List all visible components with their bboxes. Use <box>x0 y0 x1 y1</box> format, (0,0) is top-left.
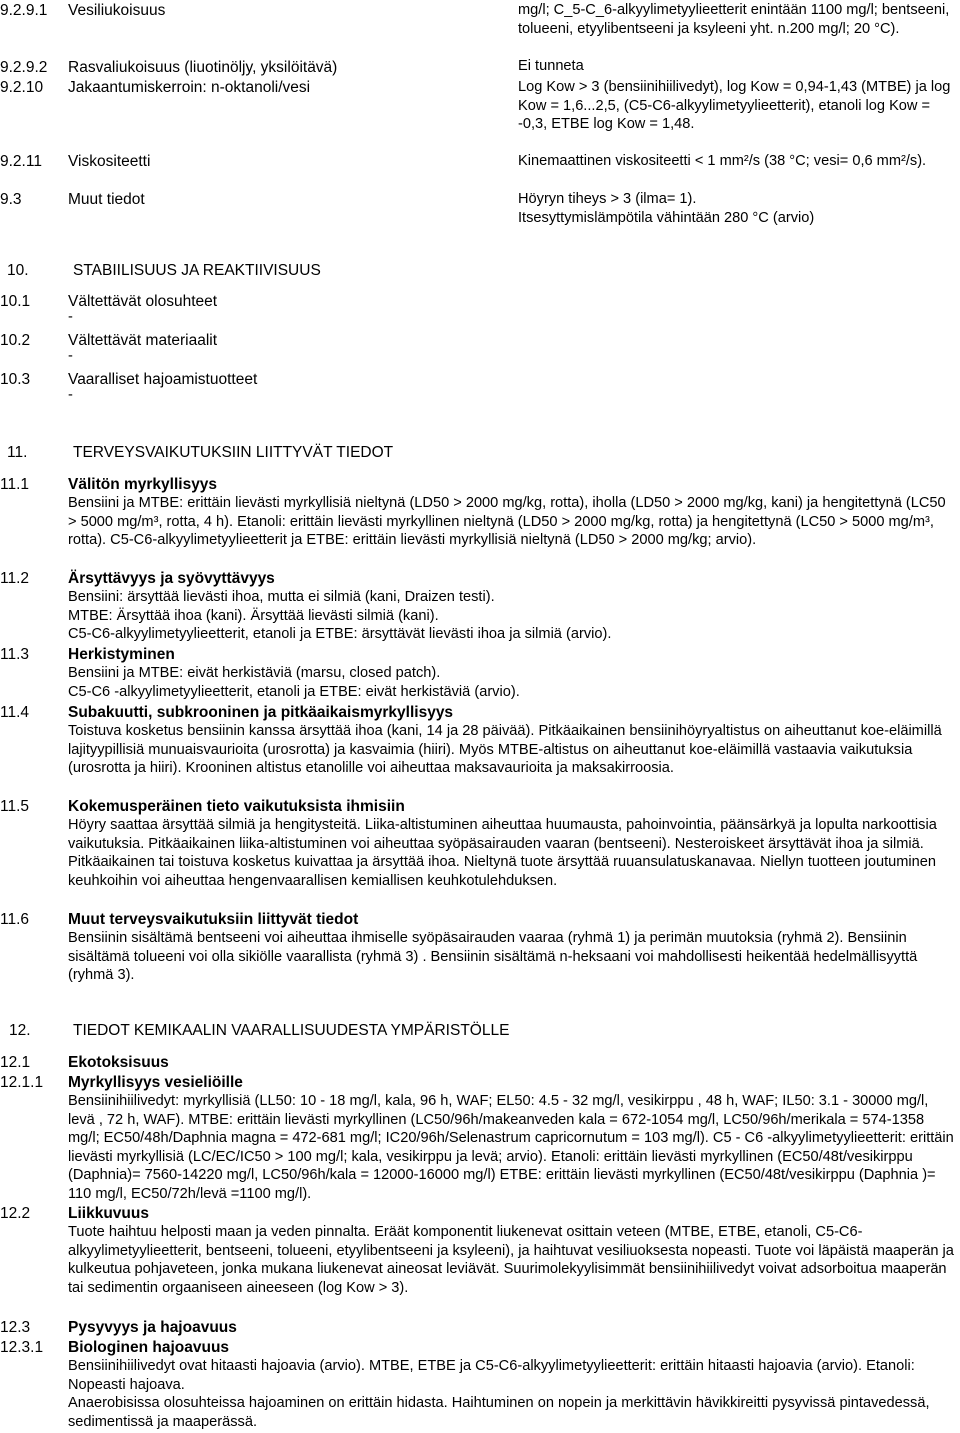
subsection-body: Bensiini ja MTBE: erittäin lievästi myrkyllisiä nieltynä (LD50 > 2000 mg/kg, rotta), iholla (LD50 > 2000 mg/kg, kani) ja hengitettynä (LC50 > 5000 mg/m³, rotta, 4 h). Etanoli: erittäin lievästi myrkyllinen nieltynä (LD50 > 2000 mg/kg, rotta) ja hengitettynä (LC50 > 5000 mg/m³, rotta). C5-C6-alkyylimetyylieetterit ja ETBE: erittäin lievästi myrkyllisiä nieltynä (LD50 > 2000 mg/kg; arvio). <box>68 495 946 548</box>
subsection-body: Bensiini: ärsyttää lievästi ihoa, mutta ei silmiä (kani, Draizen testi). MTBE: Ärsyttää ihoa (kani). Ärsyttää lievästi silmiä (kani). C5-C6-alkyylimetyylieetterit, etanoli ja ETBE: ärsyttävät lievästi ihoa ja silmiä (arvio). <box>68 589 612 642</box>
subsection-heading: Vaaralliset hajoamistuotteet <box>68 371 258 388</box>
prop-label: Viskositeetti <box>68 153 151 170</box>
section-number: 10. <box>7 262 29 279</box>
subsection-body: - <box>68 387 73 403</box>
subsection-number: 11.6 <box>0 911 30 928</box>
subsection-number: 11.1 <box>0 476 30 493</box>
subsection-number: 12.1.1 <box>0 1074 44 1091</box>
subsection-heading: Vältettävät materiaalit <box>68 332 218 349</box>
subsection-heading: Välitön myrkyllisyys <box>68 476 218 493</box>
subsection-heading: Herkistyminen <box>68 646 175 663</box>
subsection-heading: Muut terveysvaikutuksiin liittyvät tiedot <box>68 911 359 928</box>
subsection-number: 11.4 <box>0 704 30 721</box>
subsection-body: Bensiinihiilivedyt ovat hitaasti hajoavia (arvio). MTBE, ETBE ja C5-C6-alkyylimetyylieetterit: erittäin hitaasti hajoavia (arvio). Etanoli: Nopeasti hajoava. Anaerobisissa olosuhteissa hajoaminen on erittäin hidasta. Haihtuminen on nopein ja merkittävin hävikkireitti pysyvissä pintavedessä, sedimentissä ja maaperässä. <box>68 1358 930 1430</box>
subsection-heading: Liikkuvuus <box>68 1205 149 1222</box>
subsection-heading: Biologinen hajoavuus <box>68 1339 230 1356</box>
subsection-number: 11.5 <box>0 798 30 815</box>
prop-value: Kinemaattinen viskositeetti < 1 mm²/s (38 °C; vesi= 0,6 mm²/s). <box>518 153 927 169</box>
subsection-heading: Pysyvyys ja hajoavuus <box>68 1319 237 1336</box>
subsection-body: Bensiinihiilivedyt: myrkyllisiä (LL50: 10 - 18 mg/l, kala, 96 h, WAF; EL50: 4.5 - 32 mg/l, vesikirppu , 48 h, WAF; IL50: 3.1 - 30000 mg/l, levä , 72 h, WAF). MTBE: erittäin lievästi myrkyllinen (LC50/96h/makeanveden kala = 672-1054 mg/l, LC50/96h/merikala = 574-1358 mg/l; EC50/48h/Daphnia magna = 472-681 mg/l; IC20/96h/Selenastrum capricornutum = 103 mg/l). C5 - C6 -alkyylimetyylieetterit: erittäin lievästi myrkyllisiä (LC/EC/IC50 > 100 mg/l; kala, vesikirppu ja levä; arvio). Etanoli: erittäin lievästi myrkyllinen (EC50/48t/vesikirppu (Daphnia)= 7560-14220 mg/l, LC50/96h/kala = 12000-16000 mg/l) ETBE: erittäin lievästi myrkyllinen (EC50/48t/vesikirppu (Daphnia )= 110 mg/l, EC50/72h/levä =1100 mg/l). <box>68 1093 954 1202</box>
subsection-number: 10.1 <box>0 293 31 310</box>
prop-number: 9.2.9.1 <box>0 2 48 19</box>
prop-label: Muut tiedot <box>68 191 145 208</box>
section-number: 11. <box>7 444 28 461</box>
subsection-heading: Myrkyllisyys vesieliöille <box>68 1074 243 1091</box>
subsection-body: Bensiinin sisältämä bentseeni voi aiheuttaa ihmiselle syöpäsairauden vaaraa (ryhmä 1) ja perimän muutoksia (ryhmä 2). Bensiinin sisältämä tolueeni voi olla sikiölle vaarallista (ryhmä 3) . Bensiinin sisältämä n-heksaani voi mahdollisesti heikentää hedelmällisyyttä (ryhmä 3). <box>68 930 918 983</box>
subsection-number: 10.2 <box>0 332 31 349</box>
prop-number: 9.3 <box>0 191 22 208</box>
prop-value: Log Kow > 3 (bensiinihiilivedyt), log Kow = 0,94-1,43 (MTBE) ja log Kow = 1,6...2,5, (C5-C6-alkyylimetyylieetterit), etanoli log Kow = -0,3, ETBE log Kow = 1,48. <box>518 79 951 132</box>
section-number: 12. <box>9 1022 31 1039</box>
prop-number: 9.2.10 <box>0 79 44 96</box>
subsection-number: 12.3.1 <box>0 1339 44 1356</box>
prop-value-solubility: mg/l; C_5-C_6-alkyylimetyylieetterit enintään 1100 mg/l; bentseeni, tolueeni, etyylibentseeni ja ksyleeni yht. n.200 mg/l; 20 °C). <box>518 2 950 37</box>
subsection-number: 12.3 <box>0 1319 31 1336</box>
subsection-body: Höyry saattaa ärsyttää silmiä ja hengitysteitä. Liika-altistuminen aiheuttaa huumausta, pahoinvointia, päänsärkyä ja lopulta narkoottisia vaikutuksia. Pitkäaikainen liika-altistuminen voi aiheuttaa syöpäsairauden vaaran (bentseeni). Nesteroiskeet ärsyttävät ihoa ja silmiä. Pitkäaikainen tai toistuva kosketus kuivattaa ja ärsyttää ihoa. Nieltynä tuote ärsyttää ruuansulatuskanavaa. Niellyn tuotteen joutuminen keuhkoihin voi aiheuttaa hengenvaarallisen kemiallisen keuhkotulehduksen. <box>68 817 937 889</box>
subsection-number: 12.2 <box>0 1205 31 1222</box>
prop-value: Ei tunneta <box>518 58 584 74</box>
subsection-heading: Ekotoksisuus <box>68 1054 169 1071</box>
subsection-heading: Subakuutti, subkrooninen ja pitkäaikaismyrkyllisyys <box>68 704 454 721</box>
subsection-number: 12.1 <box>0 1054 31 1071</box>
subsection-body: - <box>68 348 73 364</box>
section-title: TERVEYSVAIKUTUKSIIN LIITTYVÄT TIEDOT <box>73 444 394 461</box>
section-title: TIEDOT KEMIKAALIN VAARALLISUUDESTA YMPÄRISTÖLLE <box>73 1022 510 1039</box>
subsection-body: Bensiini ja MTBE: eivät herkistäviä (marsu, closed patch). C5-C6 -alkyylimetyylieetterit, etanoli ja ETBE: eivät herkistäviä (arvio). <box>68 665 520 700</box>
prop-label: Jakaantumiskerroin: n-oktanoli/vesi <box>68 79 311 96</box>
subsection-body: - <box>68 309 73 325</box>
prop-number: 9.2.9.2 <box>0 59 48 76</box>
subsection-heading: Kokemusperäinen tieto vaikutuksista ihmisiin <box>68 798 405 815</box>
subsection-body: Tuote haihtuu helposti maan ja veden pinnalta. Eräät komponentit liukenevat osittain veteen (MTBE, ETBE, etanoli, C5-C6-alkyylimetyylieetterit, bentseeni, tolueeni, etyylibentseeni ja ksyleeni), ja haihtuvat vesiliuoksesta nopeasti. Tuote voi läpäistä maaperän ja kulkeutua pohjaveteen, jonka mukana liukenevat aineosat leviävät. Suurimolekyylisimmät bensiinihiilivedyt voivat adsorboitua maaperän tai sedimentin orgaaniseen aineeseen (log Kow > 3). <box>68 1224 954 1296</box>
subsection-number: 11.3 <box>0 646 30 663</box>
subsection-number: 10.3 <box>0 371 31 388</box>
prop-number: 9.2.11 <box>0 153 42 170</box>
subsection-heading: Vältettävät olosuhteet <box>68 293 218 310</box>
subsection-heading: Ärsyttävyys ja syövyttävyys <box>68 570 275 587</box>
prop-label: Vesiliukoisuus <box>68 2 166 19</box>
prop-label: Rasvaliukoisuus (liuotinöljy, yksilöitävä) <box>68 59 338 76</box>
subsection-body: Toistuva kosketus bensiinin kanssa ärsyttää ihoa (kani, 14 ja 28 päivää). Pitkäaikainen bensiinihöyryaltistus on aiheuttanut koe-eläimillä lajityypillisiä munuaisvaurioita (urosrotta) ja kasvaimia (hiiri). Myös MTBE-altistus on aiheuttanut koe-eläimillä vastaavia vaikutuksia (urosrotta ja hiiri). Krooninen altistus etanolille voi aiheuttaa maksavaurioita ja maksakirroosia. <box>68 723 942 776</box>
section-title: STABIILISUUS JA REAKTIIVISUUS <box>73 262 321 279</box>
prop-value: Höyryn tiheys > 3 (ilma= 1). Itsesyttymislämpötila vähintään 280 °C (arvio) <box>518 191 815 226</box>
subsection-number: 11.2 <box>0 570 30 587</box>
